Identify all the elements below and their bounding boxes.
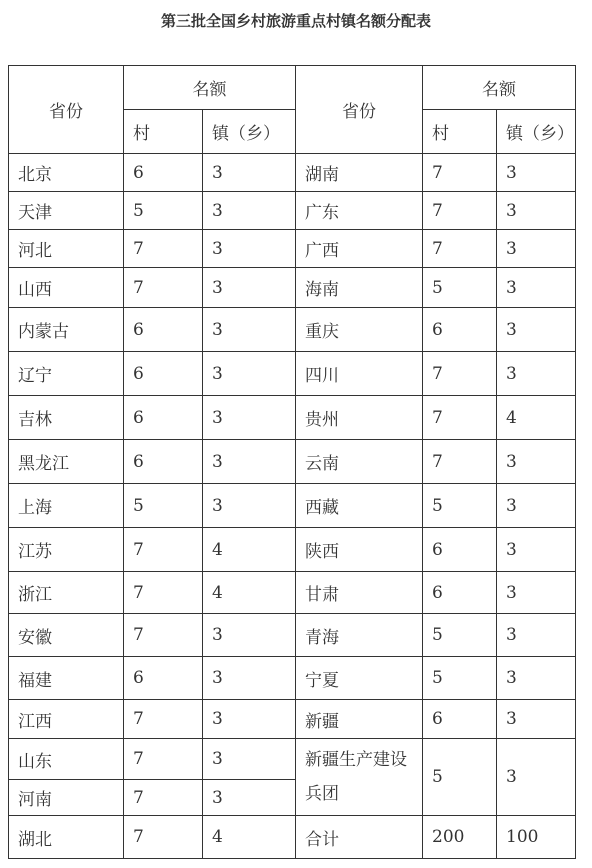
village-quota-cell: 7: [124, 780, 203, 816]
village-quota-cell: 7: [124, 816, 203, 859]
province-cell: 宁夏: [296, 657, 423, 700]
town-quota-cell: 3: [497, 192, 576, 230]
village-quota-cell: 7: [124, 700, 203, 739]
village-quota-cell: 5: [124, 484, 203, 528]
village-quota-cell: 7: [423, 396, 497, 440]
town-quota-cell: 3: [203, 484, 296, 528]
village-quota-cell: 6: [124, 352, 203, 396]
province-cell: 广西: [296, 230, 423, 268]
village-quota-cell: 6: [423, 308, 497, 352]
village-quota-cell: 6: [124, 657, 203, 700]
town-quota-cell: 3: [203, 657, 296, 700]
town-quota-cell: 3: [497, 739, 576, 816]
province-cell: 四川: [296, 352, 423, 396]
town-quota-cell: 3: [203, 780, 296, 816]
town-quota-cell: 4: [203, 528, 296, 572]
province-cell: 湖南: [296, 154, 423, 192]
village-quota-cell: 6: [124, 308, 203, 352]
table-row: [9, 572, 576, 614]
table-row: [9, 230, 576, 268]
village-quota-cell: 6: [124, 396, 203, 440]
province-cell: 辽宁: [9, 352, 124, 396]
village-quota-cell: 6: [124, 440, 203, 484]
province-cell: 重庆: [296, 308, 423, 352]
table-row: [9, 484, 576, 528]
town-quota-cell: 3: [203, 739, 296, 780]
province-cell: 江苏: [9, 528, 124, 572]
village-quota-cell: 7: [124, 268, 203, 308]
table-row: [9, 352, 576, 396]
province-cell: 海南: [296, 268, 423, 308]
town-quota-cell: 3: [497, 308, 576, 352]
town-quota-cell: 3: [203, 154, 296, 192]
table-row: [9, 700, 576, 739]
province-cell: 陕西: [296, 528, 423, 572]
town-quota-cell: 4: [497, 396, 576, 440]
header-village-right: 村: [423, 110, 497, 154]
village-quota-cell: 5: [124, 192, 203, 230]
header-province-left: 省份: [9, 66, 124, 154]
town-quota-cell: 3: [497, 352, 576, 396]
province-cell: 江西: [9, 700, 124, 739]
village-quota-cell: 7: [423, 352, 497, 396]
province-cell: 甘肃: [296, 572, 423, 614]
village-quota-cell: 5: [423, 614, 497, 657]
town-quota-cell: 3: [497, 268, 576, 308]
table-row: [9, 268, 576, 308]
village-quota-cell: 7: [124, 739, 203, 780]
table-row: [9, 154, 576, 192]
town-quota-cell: 3: [203, 268, 296, 308]
town-quota-cell: 3: [497, 484, 576, 528]
province-cell: 广东: [296, 192, 423, 230]
province-cell: 湖北: [9, 816, 124, 859]
province-cell: 贵州: [296, 396, 423, 440]
province-cell: 北京: [9, 154, 124, 192]
village-quota-cell: 7: [423, 440, 497, 484]
province-cell: 云南: [296, 440, 423, 484]
town-quota-cell: 3: [497, 657, 576, 700]
header-town-left: 镇（乡）: [203, 110, 296, 154]
village-quota-cell: 7: [423, 192, 497, 230]
village-quota-cell: 6: [423, 572, 497, 614]
village-quota-cell: 6: [423, 528, 497, 572]
total-town-cell: 100: [497, 816, 576, 859]
town-quota-cell: 3: [203, 614, 296, 657]
total-village-cell: 200: [423, 816, 497, 859]
town-quota-cell: 3: [203, 192, 296, 230]
header-quota-right: 名额: [423, 66, 576, 110]
page-title: 第三批全国乡村旅游重点村镇名额分配表: [160, 12, 431, 30]
table-row: [9, 614, 576, 657]
province-cell: 黑龙江: [9, 440, 124, 484]
province-cell: 新疆: [296, 700, 423, 739]
village-quota-cell: 7: [124, 614, 203, 657]
town-quota-cell: 3: [497, 528, 576, 572]
table-row: [9, 657, 576, 700]
table-row: [9, 816, 576, 859]
table-row: [9, 739, 576, 780]
town-quota-cell: 3: [203, 396, 296, 440]
village-quota-cell: 5: [423, 268, 497, 308]
town-quota-cell: 3: [203, 700, 296, 739]
town-quota-cell: 3: [497, 154, 576, 192]
province-cell: 新疆生产建设兵团: [296, 739, 423, 816]
province-cell: 吉林: [9, 396, 124, 440]
town-quota-cell: 3: [203, 440, 296, 484]
village-quota-cell: 7: [124, 572, 203, 614]
total-label-cell: 合计: [296, 816, 423, 859]
province-cell: 内蒙古: [9, 308, 124, 352]
town-quota-cell: 3: [203, 352, 296, 396]
province-cell: 西藏: [296, 484, 423, 528]
province-cell: 山西: [9, 268, 124, 308]
province-cell: 青海: [296, 614, 423, 657]
province-cell: 天津: [9, 192, 124, 230]
town-quota-cell: 3: [497, 700, 576, 739]
town-quota-cell: 3: [203, 230, 296, 268]
town-quota-cell: 3: [203, 308, 296, 352]
province-cell: 安徽: [9, 614, 124, 657]
village-quota-cell: 5: [423, 739, 497, 816]
village-quota-cell: 6: [124, 154, 203, 192]
table-row: [9, 440, 576, 484]
province-cell: 浙江: [9, 572, 124, 614]
town-quota-cell: 4: [203, 816, 296, 859]
province-cell: 上海: [9, 484, 124, 528]
town-quota-cell: 3: [497, 440, 576, 484]
table-row: [9, 528, 576, 572]
header-quota-left: 名额: [124, 66, 296, 110]
province-cell: 河南: [9, 780, 124, 816]
village-quota-cell: 6: [423, 700, 497, 739]
village-quota-cell: 5: [423, 657, 497, 700]
town-quota-cell: 3: [497, 572, 576, 614]
village-quota-cell: 7: [423, 154, 497, 192]
header-town-right: 镇（乡）: [497, 110, 576, 154]
village-quota-cell: 5: [423, 484, 497, 528]
header-province-right: 省份: [296, 66, 423, 154]
town-quota-cell: 4: [203, 572, 296, 614]
table-row: [9, 308, 576, 352]
quota-table: [8, 65, 576, 859]
province-cell: 山东: [9, 739, 124, 780]
table-row: [9, 396, 576, 440]
province-cell: 福建: [9, 657, 124, 700]
header-village-left: 村: [124, 110, 203, 154]
town-quota-cell: 3: [497, 614, 576, 657]
village-quota-cell: 7: [423, 230, 497, 268]
town-quota-cell: 3: [497, 230, 576, 268]
village-quota-cell: 7: [124, 230, 203, 268]
province-cell: 河北: [9, 230, 124, 268]
table-row: [9, 192, 576, 230]
village-quota-cell: 7: [124, 528, 203, 572]
